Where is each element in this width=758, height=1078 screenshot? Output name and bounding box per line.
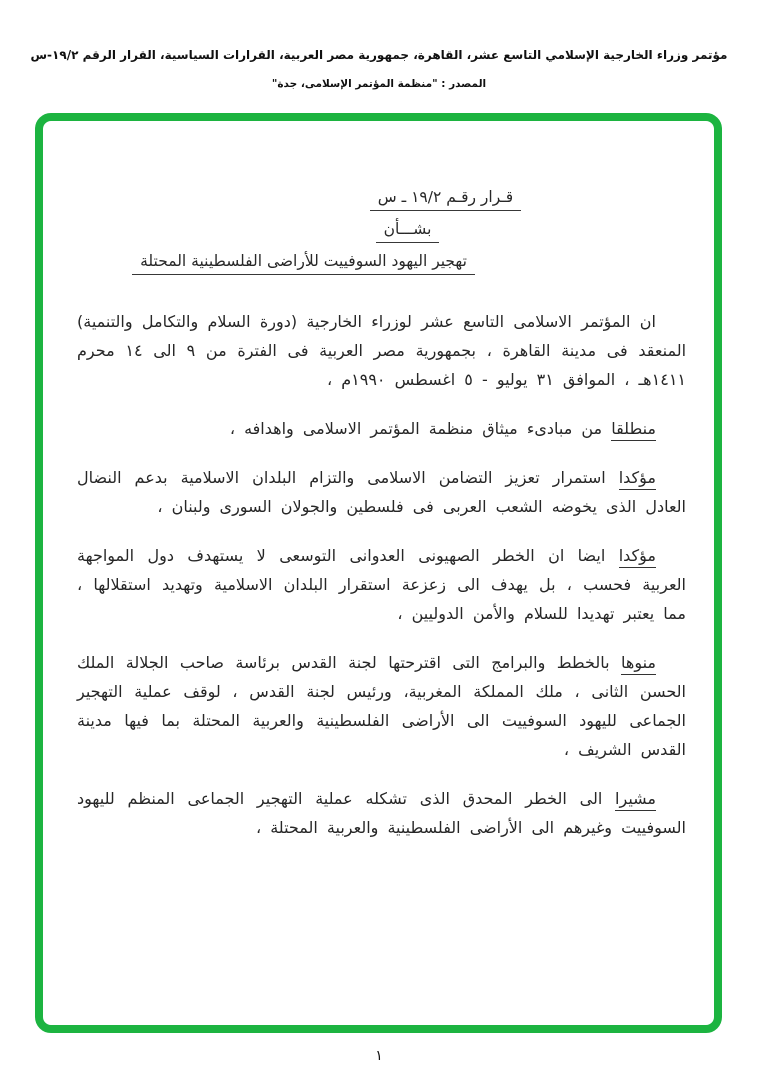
paragraph-lead-word: مشيرا (615, 789, 656, 811)
resolution-number-line (141, 187, 722, 211)
paragraph-lead-word: منطلقا (611, 419, 656, 441)
paragraph-text: استمرار تعزيز التضامن الاسلامى والتزام البلدان الاسلامية بدعم النضال العادل الذى يخوضه الشعب العربى فى فلسطين والجولان السورى ولبنان ، (77, 468, 686, 516)
preamble-paragraph-2 (77, 414, 686, 443)
paragraph-text: من مبادىء ميثاق منظمة المؤتمر الاسلامى واهدافه ، (229, 419, 612, 438)
resolution-subject-text: تهجير اليهود السوفييت للأراضى الفلسطينية المحتلة (132, 252, 475, 275)
resolution-regarding-text: بشـــأن (376, 220, 440, 243)
source-line: المصدر : "منظمة المؤتمر الإسلامى، جدة" (271, 78, 487, 90)
paragraph-text: بالخطط والبرامج التى اقترحتها لجنة القدس برئاسة صاحب الجلالة الملك الحسن الثانى ، ملك المملكة المغربية، ورئيس لجنة القدس ، لوقف عملية التهجير الجماعى لليهود السوفييت الى الأراضى الفلسطينية والعربية المحتلة بما فيها مدينة القدس الشريف ، (77, 653, 686, 759)
preamble-paragraph-4 (77, 541, 686, 628)
preamble-paragraph-5 (77, 648, 686, 764)
resolution-number-text: قـرار رقـم ١٩/٢ ـ س (370, 188, 521, 211)
resolution-subject-line (35, 251, 608, 275)
paragraph-lead-word: مؤكدا (619, 546, 656, 568)
page-number: ١ (375, 1048, 383, 1064)
preamble-paragraph-6 (77, 784, 686, 842)
paragraph-text: الى الخطر المحدق الذى تشكله عملية التهجير الجماعى المنظم لليهود السوفييت وغيرهم الى الأراضى الفلسطينية والعربية المحتلة ، (77, 789, 686, 837)
resolution-title-block (77, 187, 686, 275)
document-header: مؤتمر وزراء الخارجية الإسلامي التاسع عشر، القاهرة، جمهورية مصر العربية، القرارات السياسية، القرار الرقم ١٩/٢-س (30, 48, 728, 62)
paragraph-text: ايضا ان الخطر الصهيونى العدوانى التوسعى لا يستهدف دول المواجهة العربية فحسب ، بل يهدف الى زعزعة استقرار البلدان الاسلامية وتهديد استقلالها ، مما يعتبر تهديدا للسلام والأمن الدوليين ، (77, 546, 686, 623)
preamble-paragraph-1 (77, 307, 686, 394)
preamble-paragraph-3 (77, 463, 686, 521)
paragraph-lead-word: مؤكدا (619, 468, 656, 490)
resolution-regarding-line (103, 219, 712, 243)
paragraph-text: ان المؤتمر الاسلامى التاسع عشر لوزراء الخارجية (دورة السلام والتكامل والتنمية) المنعقد فى مدينة القاهرة ، بجمهورية مصر العربية فى الفترة من ٩ الى ١٤ محرم ١٤١١هـ ، الموافق ٣١ يوليو - ٥ اغسطس ١٩٩٠م ، (77, 312, 687, 389)
paragraph-lead-word: منوها (621, 653, 656, 675)
green-border-frame (35, 113, 722, 1033)
